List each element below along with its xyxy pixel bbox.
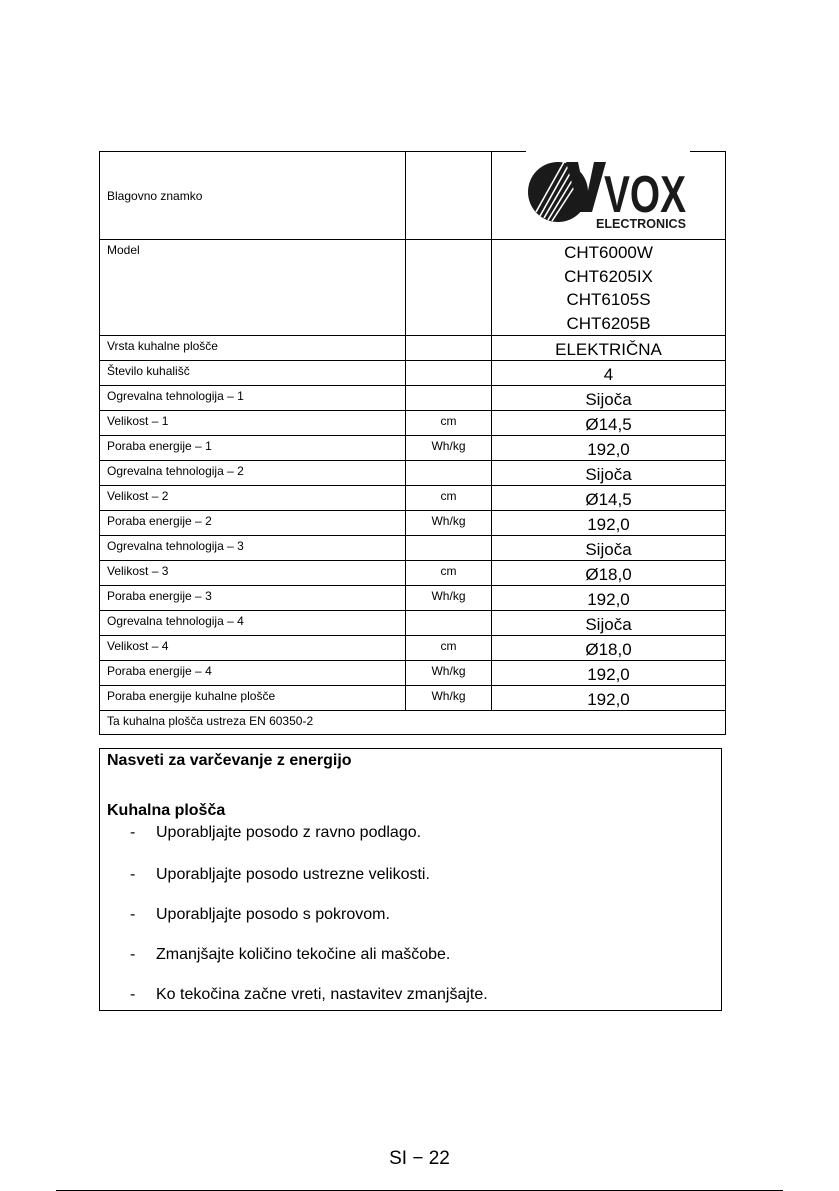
model-number: CHT6105S bbox=[566, 290, 651, 309]
bullet-dash: - bbox=[130, 866, 136, 883]
tip-text: Zmanjšajte količino tekočine ali maščobe. bbox=[156, 946, 451, 963]
model-label: Model bbox=[100, 240, 406, 336]
spec-row bbox=[100, 586, 726, 611]
spec-row bbox=[100, 386, 726, 411]
spec-label: Ogrevalna tehnologija – 1 bbox=[100, 386, 406, 411]
spec-value: Sijoča bbox=[492, 461, 726, 486]
spec-row bbox=[100, 436, 726, 461]
spec-unit bbox=[406, 336, 492, 361]
spec-value: 192,0 bbox=[492, 661, 726, 686]
spec-value: Sijoča bbox=[492, 536, 726, 561]
model-row bbox=[100, 240, 726, 336]
spec-unit bbox=[406, 461, 492, 486]
bullet-dash: - bbox=[130, 824, 136, 841]
tip-text: Uporabljajte posodo z ravno podlago. bbox=[156, 824, 422, 841]
svg-text:VOX: VOX bbox=[604, 166, 687, 224]
spec-value: 192,0 bbox=[492, 436, 726, 461]
model-number: CHT6205B bbox=[566, 313, 651, 333]
spec-row bbox=[100, 361, 726, 386]
spec-unit: cm bbox=[406, 636, 492, 661]
spec-label: Velikost – 2 bbox=[100, 486, 406, 511]
spec-unit: Wh/kg bbox=[406, 511, 492, 536]
spec-value: 4 bbox=[492, 361, 726, 386]
spec-unit: Wh/kg bbox=[406, 661, 492, 686]
spec-unit: Wh/kg bbox=[406, 586, 492, 611]
tips-title: Nasveti za varčevanje z energijo bbox=[107, 752, 352, 769]
spec-unit: cm bbox=[406, 411, 492, 436]
spec-label: Velikost – 3 bbox=[100, 561, 406, 586]
spec-value: ELEKTRIČNA bbox=[492, 336, 726, 361]
spec-value: 192,0 bbox=[492, 511, 726, 536]
spec-label: Ogrevalna tehnologija – 4 bbox=[100, 611, 406, 636]
footnote-row bbox=[100, 711, 726, 735]
spec-row bbox=[100, 461, 726, 486]
model-unit-cell bbox=[406, 240, 492, 336]
spec-value: Sijoča bbox=[492, 386, 726, 411]
bullet-dash: - bbox=[130, 986, 136, 1003]
spec-row bbox=[100, 411, 726, 436]
spec-row bbox=[100, 486, 726, 511]
brand-unit-cell bbox=[406, 152, 492, 240]
spec-value: Ø14,5 bbox=[492, 411, 726, 436]
spec-unit bbox=[406, 611, 492, 636]
spec-value: 192,0 bbox=[492, 686, 726, 711]
tip-text: Ko tekočina začne vreti, nastavitev zmanjšajte. bbox=[156, 986, 488, 1003]
bullet-dash: - bbox=[130, 946, 136, 963]
spec-label: Vrsta kuhalne plošče bbox=[100, 336, 406, 361]
spec-label: Število kuhališč bbox=[100, 361, 406, 386]
spec-value: Ø14,5 bbox=[492, 486, 726, 511]
spec-unit bbox=[406, 361, 492, 386]
model-number: CHT6205IX bbox=[564, 266, 653, 286]
energy-tips-box bbox=[99, 748, 722, 1011]
model-number: CHT6000W bbox=[564, 243, 653, 262]
spec-label: Ogrevalna tehnologija – 3 bbox=[100, 536, 406, 561]
spec-unit: cm bbox=[406, 561, 492, 586]
tip-text: Uporabljajte posodo ustrezne velikosti. bbox=[156, 866, 430, 883]
spec-row bbox=[100, 686, 726, 711]
spec-unit: cm bbox=[406, 486, 492, 511]
spec-value: Sijoča bbox=[492, 611, 726, 636]
tip-text: Uporabljajte posodo s pokrovom. bbox=[156, 906, 390, 923]
page-number: SI − 22 bbox=[389, 1148, 450, 1169]
svg-text:ELECTRONICS: ELECTRONICS bbox=[596, 216, 687, 231]
spec-label: Poraba energije kuhalne plošče bbox=[100, 686, 406, 711]
spec-label: Poraba energije – 4 bbox=[100, 661, 406, 686]
brand-label: Blagovno znamko bbox=[100, 152, 406, 240]
spec-label: Poraba energije – 3 bbox=[100, 586, 406, 611]
spec-unit bbox=[406, 386, 492, 411]
model-values bbox=[492, 240, 726, 336]
spec-row bbox=[100, 561, 726, 586]
spec-unit bbox=[406, 536, 492, 561]
spec-label: Velikost – 4 bbox=[100, 636, 406, 661]
spec-row bbox=[100, 536, 726, 561]
brand-logo-cell bbox=[492, 152, 726, 240]
spec-unit: Wh/kg bbox=[406, 686, 492, 711]
standard-footnote: Ta kuhalna plošča ustreza EN 60350-2 bbox=[100, 711, 726, 735]
spec-value: 192,0 bbox=[492, 586, 726, 611]
spec-label: Velikost – 1 bbox=[100, 411, 406, 436]
spec-unit: Wh/kg bbox=[406, 436, 492, 461]
brand-row bbox=[100, 152, 726, 240]
spec-row bbox=[100, 611, 726, 636]
spec-row bbox=[100, 636, 726, 661]
vox-electronics-logo bbox=[528, 156, 688, 232]
spec-label: Ogrevalna tehnologija – 2 bbox=[100, 461, 406, 486]
spec-value: Ø18,0 bbox=[492, 636, 726, 661]
spec-row bbox=[100, 336, 726, 361]
spec-label: Poraba energije – 2 bbox=[100, 511, 406, 536]
tips-subtitle: Kuhalna plošča bbox=[107, 802, 226, 819]
bullet-dash: - bbox=[130, 906, 136, 923]
energy-spec-table bbox=[99, 151, 726, 735]
spec-row bbox=[100, 661, 726, 686]
spec-label: Poraba energije – 1 bbox=[100, 436, 406, 461]
spec-value: Ø18,0 bbox=[492, 561, 726, 586]
spec-row bbox=[100, 511, 726, 536]
